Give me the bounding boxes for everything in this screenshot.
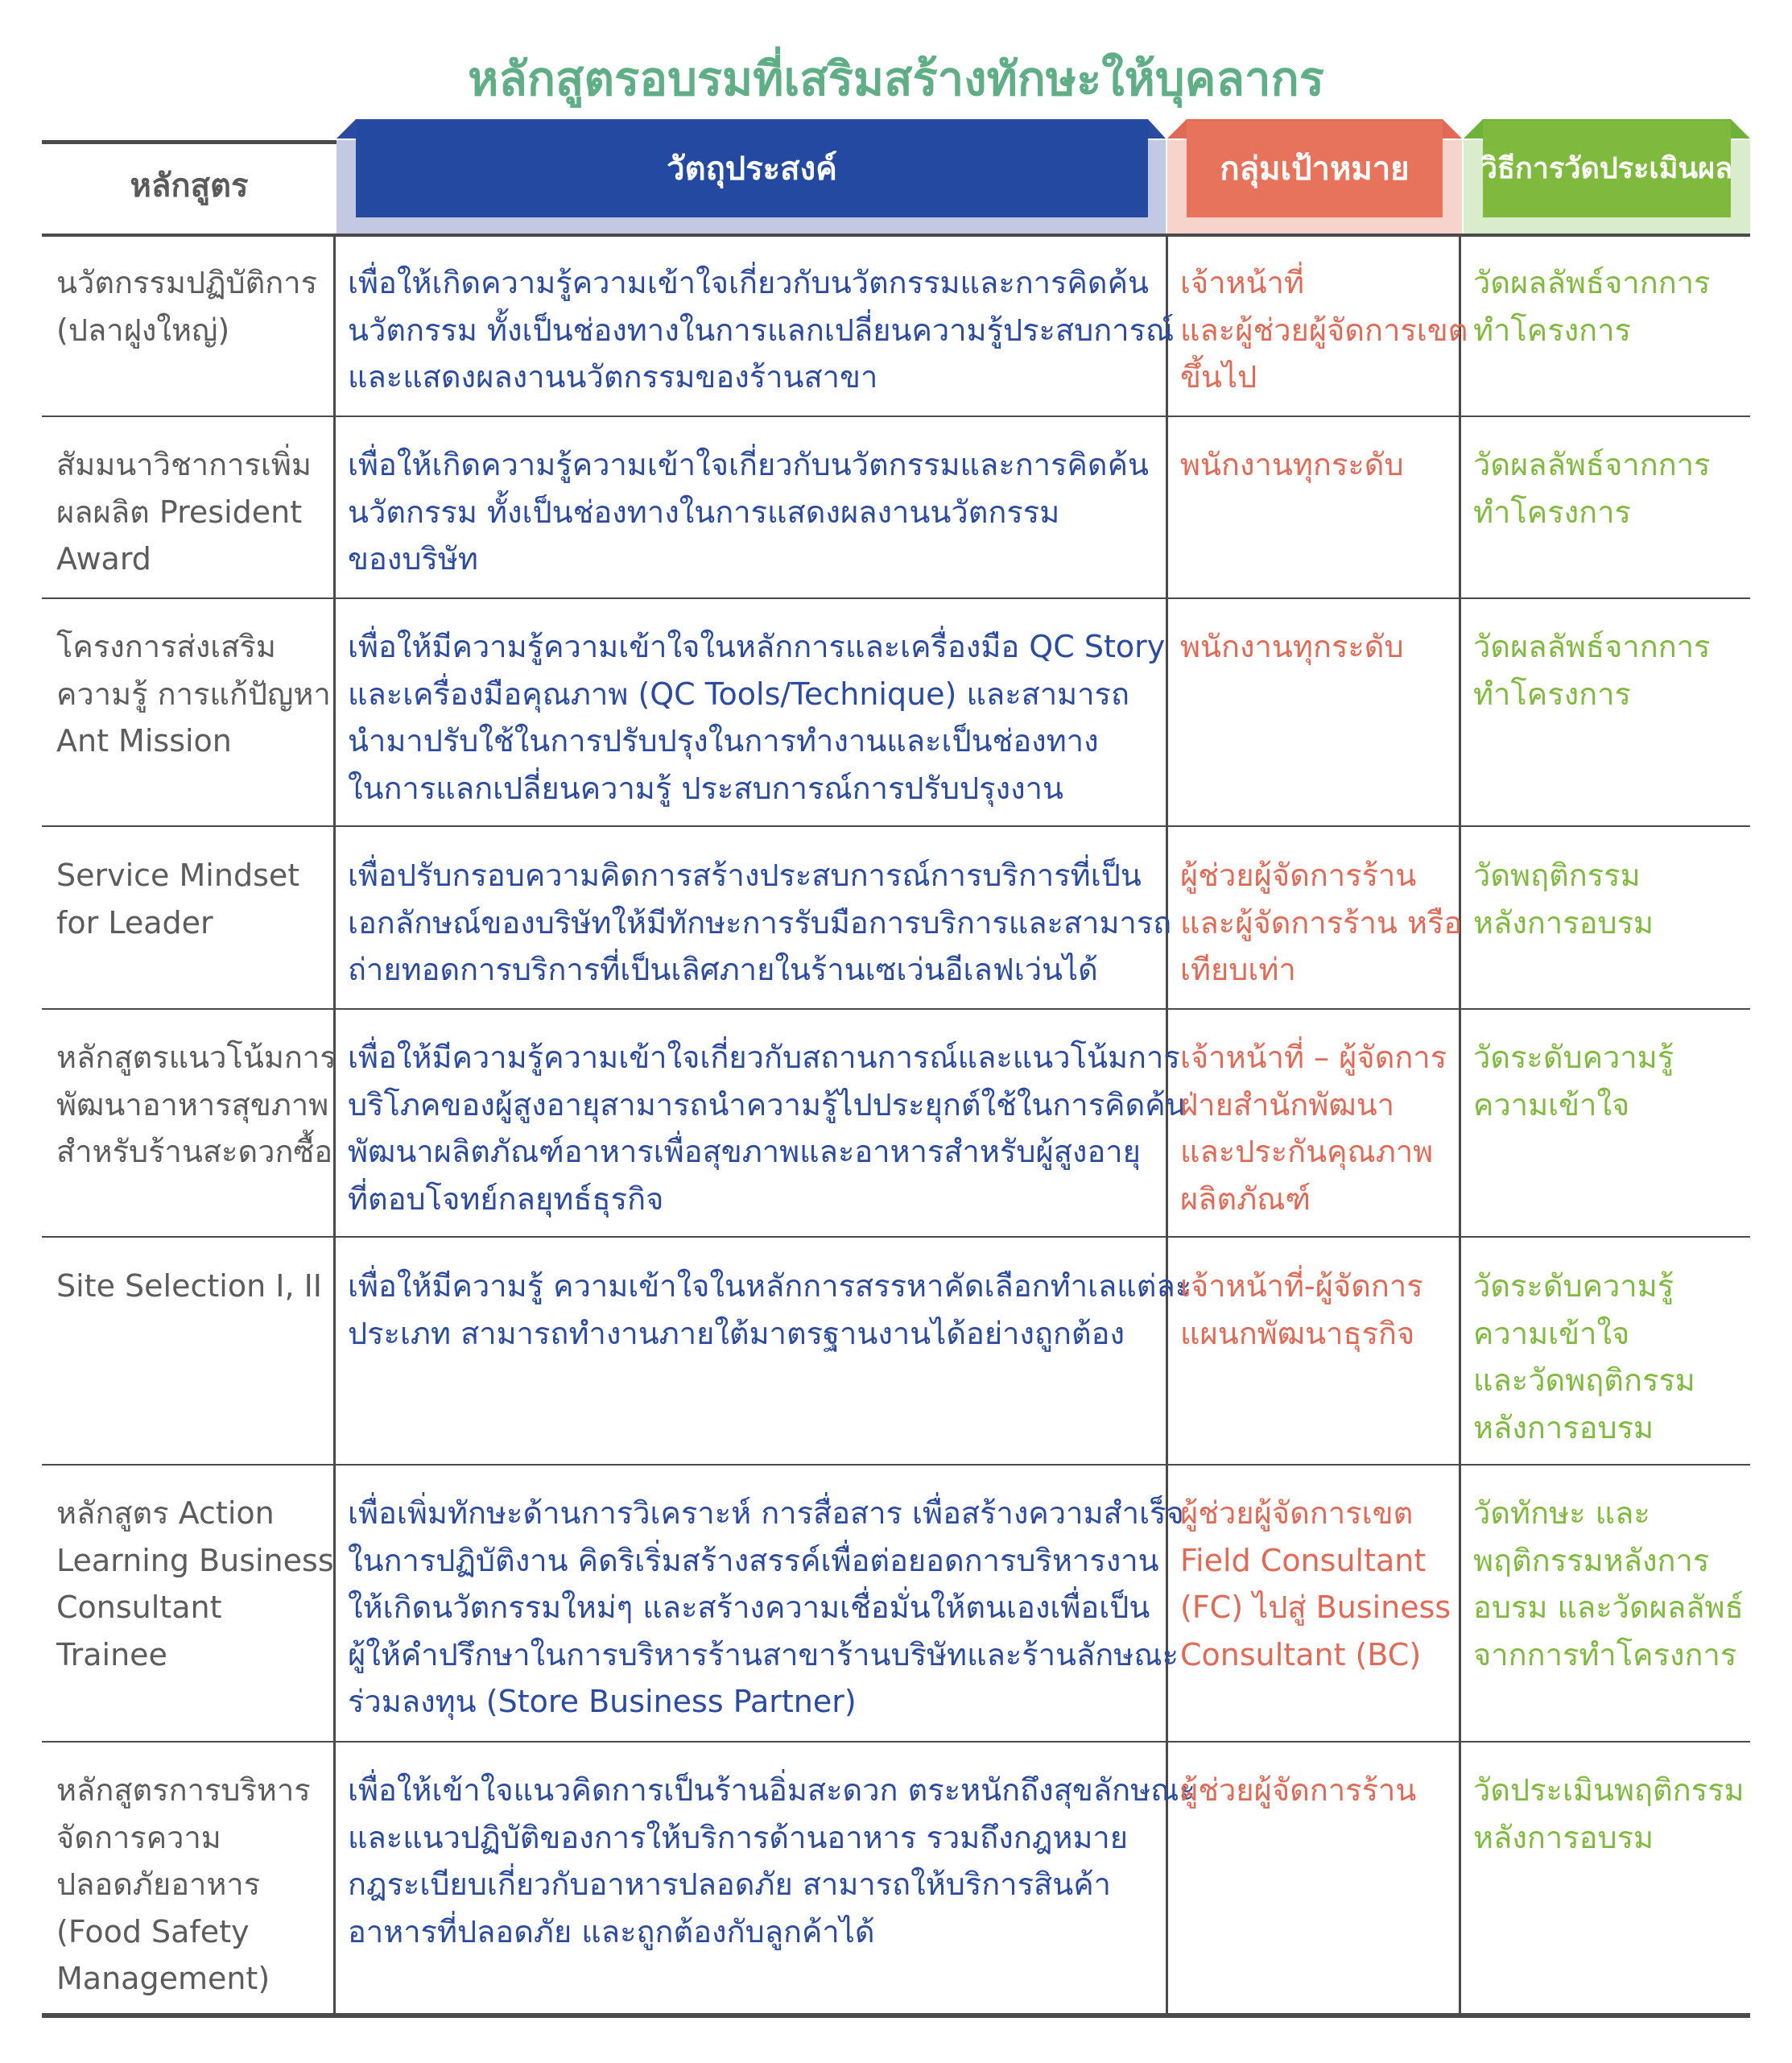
header-course: หลักสูตร xyxy=(130,167,249,205)
header-objective: วัตถุประสงค์ xyxy=(667,151,837,188)
row-divider xyxy=(42,597,1750,599)
evaluation-cell: วัดพฤติกรรม หลังการอบรม xyxy=(1473,858,1654,941)
target-cell: พนักงานทุกระดับ xyxy=(1180,447,1404,482)
evaluation-cell: วัดระดับความรู้ ความเข้าใจ และวัดพฤติกรรม หลังการอบรม xyxy=(1473,1268,1695,1445)
objective-cell: เพื่อให้มีความรู้ความเข้าใจในหลักการและเครื่องมือ QC Story และเครื่องมือคุณภาพ (QC Tools/Technique) และสามารถ นำมาปรับใช้ในการปรับปรุงในการทำงานและเป็นช่องทาง ในการแลกเปลี่ยนความรู้ ประสบการณ์การปรับปรุงงาน xyxy=(348,629,1166,806)
page-title: หลักสูตรอบรมที่เสริมสร้างทักษะให้บุคลากร xyxy=(468,52,1324,106)
course-cell: นวัตกรรมปฏิบัติการ (ปลาฝูงใหญ่) xyxy=(56,265,318,348)
row-divider xyxy=(42,1464,1750,1466)
column-divider xyxy=(1459,237,1461,2013)
row-divider xyxy=(42,1236,1750,1238)
evaluation-cell: วัดประเมินพฤติกรรม หลังการอบรม xyxy=(1473,1772,1745,1855)
header-target: กลุ่มเป้าหมาย xyxy=(1220,151,1410,188)
evaluation-cell: วัดทักษะ และ พฤติกรรมหลังการ อบรม และวัดผลลัพธ์ จากการทำโครงการ xyxy=(1473,1495,1744,1672)
objective-cell: เพื่อให้มีความรู้ ความเข้าใจในหลักการสรรหาคัดเลือกทำเลแต่ละ ประเภท สามารถทำงานภายใต้มาตรฐานงานได้อย่างถูกต้อง xyxy=(348,1268,1192,1351)
row-divider xyxy=(42,1741,1750,1743)
course-cell: Service Mindset for Leader xyxy=(56,858,300,941)
target-cell: ผู้ช่วยผู้จัดการร้าน xyxy=(1180,1772,1417,1808)
table-bottom-rule xyxy=(42,2013,1750,2018)
course-cell: หลักสูตรแนวโน้มการ พัฒนาอาหารสุขภาพ สำหรับร้านสะดวกซื้อ xyxy=(56,1040,337,1169)
course-cell: หลักสูตร Action Learning Business Consultant Trainee xyxy=(56,1495,334,1672)
course-cell: หลักสูตรการบริหาร จัดการความ ปลอดภัยอาหาร (Food Safety Management) xyxy=(56,1772,311,1996)
evaluation-cell: วัดผลลัพธ์จากการ ทำโครงการ xyxy=(1473,629,1711,712)
course-cell: สัมมนาวิชาการเพิ่ม ผลผลิต President Award xyxy=(56,447,312,577)
objective-cell: เพื่อให้เกิดความรู้ความเข้าใจเกี่ยวกับนวัตกรรมและการคิดค้น นวัตกรรม ทั้งเป็นช่องทางในการแสดงผลงานนวัตกรรม ของบริษัท xyxy=(348,447,1149,577)
objective-cell: เพื่อปรับกรอบความคิดการสร้างประสบการณ์การบริการที่เป็น เอกลักษณ์ของบริษัทให้มีทักษะการรับมือการบริการและสามารถ ถ่ายทอดการบริการที่เป็นเลิศภายในร้านเซเว่นอีเลฟเว่นได้ xyxy=(348,858,1172,987)
target-cell: เจ้าหน้าที่ – ผู้จัดการ ฝ่ายสำนักพัฒนา และประกันคุณภาพ ผลิตภัณฑ์ xyxy=(1180,1040,1447,1217)
row-divider xyxy=(42,415,1750,417)
objective-cell: เพื่อเพิ่มทักษะด้านการวิเคราะห์ การสื่อสาร เพื่อสร้างความสำเร็จ ในการปฏิบัติงาน คิดริเริ่มสร้างสรรค์เพื่อต่อยอดการบริหารงาน ให้เกิดนวัตกรรมใหม่ๆ และสร้างความเชื่อมั่นให้ตนเองเพื่อเป็น ผู้ให้คำปรึกษาในการบริหารร้านสาขาร้านบริษัทและร้านลักษณะ ร่วมลงทุน (Store Business Partner) xyxy=(348,1495,1184,1719)
header-rule-course xyxy=(42,140,337,144)
target-cell: ผู้ช่วยผู้จัดการเขต Field Consultant (FC) ไปสู่ Business Consultant (BC) xyxy=(1180,1495,1451,1672)
target-cell: พนักงานทุกระดับ xyxy=(1180,629,1404,664)
objective-cell: เพื่อให้เข้าใจแนวคิดการเป็นร้านอิ่มสะดวก ตระหนักถึงสุขลักษณะ และแนวปฏิบัติของการให้บริการด้านอาหาร รวมถึงกฎหมาย กฎระเบียบเกี่ยวกับอาหารปลอดภัย สามารถให้บริการสินค้า อาหารที่ปลอดภัย และถูกต้องกับลูกค้าได้ xyxy=(348,1772,1195,1949)
evaluation-cell: วัดผลลัพธ์จากการ ทำโครงการ xyxy=(1473,447,1711,530)
target-cell: เจ้าหน้าที่ และผู้ช่วยผู้จัดการเขต ขึ้นไป xyxy=(1180,265,1468,395)
course-cell: โครงการส่งเสริม ความรู้ การแก้ปัญหา Ant Mission xyxy=(56,629,331,759)
evaluation-cell: วัดระดับความรู้ ความเข้าใจ xyxy=(1473,1040,1674,1122)
row-divider xyxy=(42,825,1750,827)
header-bottom-rule xyxy=(42,234,1750,237)
row-divider xyxy=(42,1008,1750,1010)
course-cell: Site Selection I, II xyxy=(56,1268,323,1304)
objective-cell: เพื่อให้มีความรู้ความเข้าใจเกี่ยวกับสถานการณ์และแนวโน้มการ บริโภคของผู้สูงอายุสามารถนำความรู้ไปประยุกต์ใช้ในการคิดค้น พัฒนาผลิตภัณฑ์อาหารเพื่อสุขภาพและอาหารสำหรับผู้สูงอายุ ที่ตอบโจทย์กลยุทธ์ธุรกิจ xyxy=(348,1040,1187,1217)
target-cell: ผู้ช่วยผู้จัดการร้าน และผู้จัดการร้าน หรือ เทียบเท่า xyxy=(1180,858,1463,987)
target-cell: เจ้าหน้าที่-ผู้จัดการ แผนกพัฒนาธุรกิจ xyxy=(1180,1268,1423,1351)
header-evaluation: วิธีการวัดประเมินผล xyxy=(1480,152,1733,185)
objective-cell: เพื่อให้เกิดความรู้ความเข้าใจเกี่ยวกับนวัตกรรมและการคิดค้น นวัตกรรม ทั้งเป็นช่องทางในการแลกเปลี่ยนความรู้ประสบการณ์ และแสดงผลงานนวัตกรรมของร้านสาขา xyxy=(348,265,1175,395)
evaluation-cell: วัดผลลัพธ์จากการ ทำโครงการ xyxy=(1473,265,1711,348)
